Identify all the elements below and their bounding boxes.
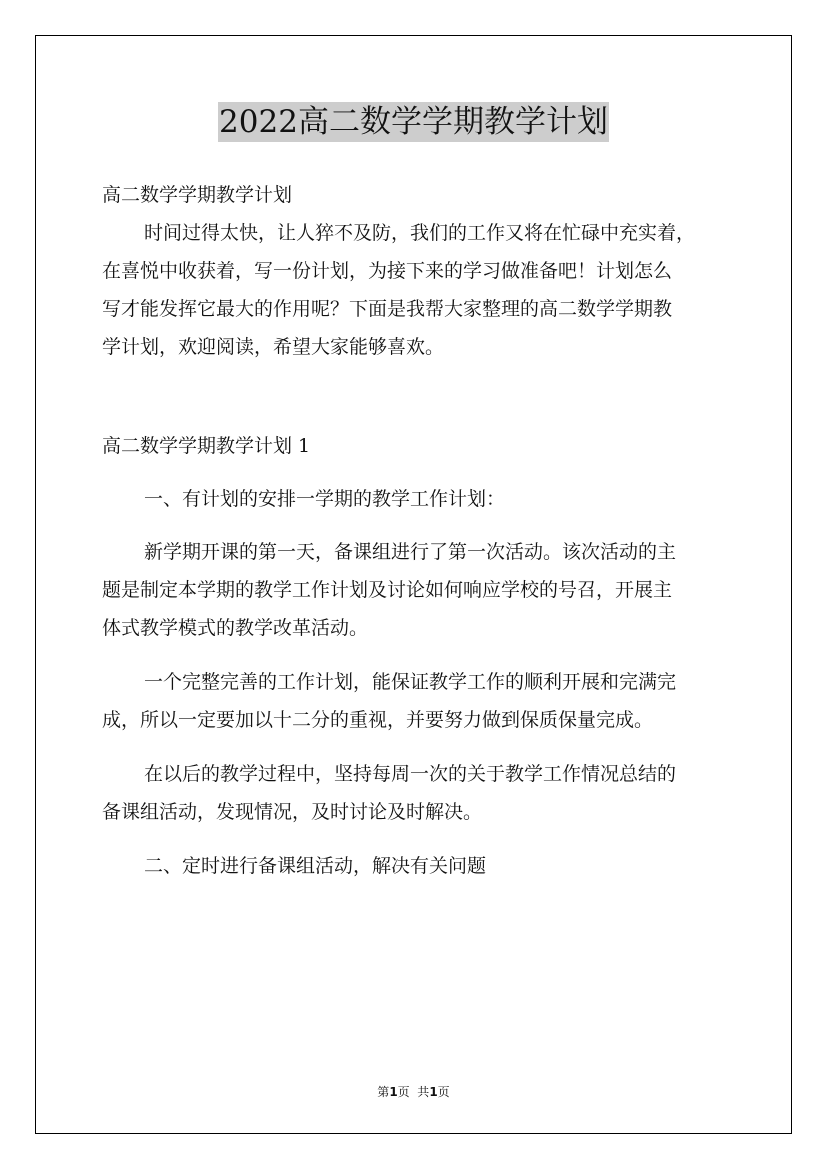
footer-total-pages: 1 [429, 1085, 438, 1099]
page-footer [0, 1083, 827, 1100]
paragraph-line: 写才能发挥它最大的作用呢？下面是我帮大家整理的高二数学学期教 [102, 298, 673, 320]
paragraph-line: 成，所以一定要加以十二分的重视，并要努力做到保质保量完成。 [102, 709, 654, 731]
list-heading: 二、定时进行备课组活动，解决有关问题 [144, 855, 487, 877]
document-body [102, 176, 742, 885]
paragraph-line: 一个完整完善的工作计划，能保证教学工作的顺利开展和完满完 [144, 671, 677, 693]
paragraph-line: 备课组活动，发现情况，及时讨论及时解决。 [102, 801, 483, 823]
section-heading: 高二数学学期教学计划 1 [102, 435, 311, 457]
document-title-text: 2022高二数学学期教学计划 [219, 104, 608, 140]
paragraph-line: 在喜悦中收获着，写一份计划，为接下来的学习做准备吧！计划怎么 [102, 260, 673, 282]
list-heading: 一、有计划的安排一学期的教学工作计划： [144, 488, 506, 510]
paragraph-line: 题是制定本学期的教学工作计划及讨论如何响应学校的号召，开展主 [102, 579, 673, 601]
document-title [0, 102, 827, 142]
paragraph-line: 在以后的教学过程中，坚持每周一次的关于教学工作情况总结的 [144, 763, 677, 785]
footer-prefix: 第 [377, 1085, 390, 1099]
paragraph-line: 新学期开课的第一天，备课组进行了第一次活动。该次活动的主 [144, 541, 677, 563]
paragraph-line: 时间过得太快，让人猝不及防，我们的工作又将在忙碌中充实着， [144, 222, 696, 244]
footer-mid: 页 共 [397, 1085, 430, 1099]
section-heading: 高二数学学期教学计划 [102, 184, 293, 206]
paragraph-line: 体式教学模式的教学改革活动。 [102, 617, 369, 639]
footer-page-number: 1 [389, 1085, 398, 1099]
footer-suffix: 页 [437, 1085, 450, 1099]
paragraph-line: 学计划，欢迎阅读，希望大家能够喜欢。 [102, 336, 445, 358]
